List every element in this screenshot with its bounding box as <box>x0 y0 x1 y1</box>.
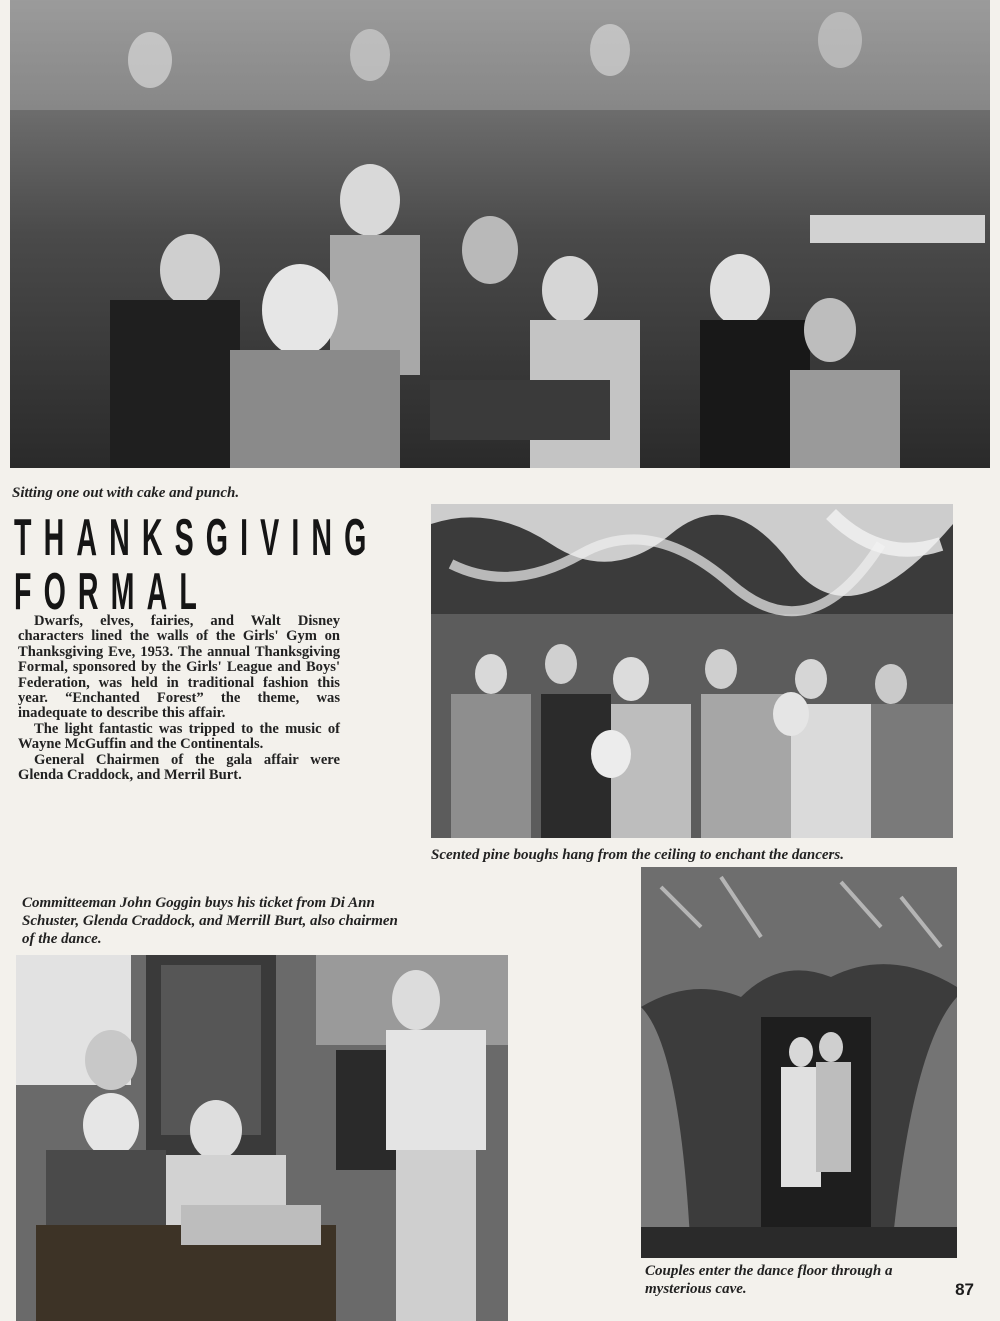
photo-ticket-purchase-image <box>16 955 508 1321</box>
page-number: 87 <box>955 1280 974 1299</box>
page-title-line-2: FORMAL <box>14 563 209 621</box>
caption-sitting-out: Sitting one out with cake and punch. <box>12 485 240 501</box>
caption-cave: Couples enter the dance floor through a mysterious cave. <box>645 1263 893 1297</box>
page-title-line-1: THANKSGIVING <box>14 509 379 567</box>
article-paragraph: General Chairmen of the gala affair were Glenda Craddock, and Merril Burt. <box>18 751 340 784</box>
article-paragraph: The light fantastic was tripped to the music of Wayne McGuffin and the Continentals. <box>18 720 340 753</box>
photo-sitting-out-image <box>10 0 990 468</box>
photo-dancers-image <box>431 504 953 838</box>
photo-sitting-out <box>10 0 990 468</box>
photo-cave-entrance <box>641 867 957 1258</box>
article-body <box>18 614 340 783</box>
caption-dancers: Scented pine boughs hang from the ceiling to enchant the dancers. <box>431 847 844 863</box>
photo-cave-entrance-image <box>641 867 957 1258</box>
photo-dancers <box>431 504 953 838</box>
photo-ticket-purchase <box>16 955 508 1321</box>
caption-ticket: Committeeman John Goggin buys his ticket from Di Ann Schuster, Glenda Craddock, and Merrill Burt, also chairmen of the dance. <box>22 895 398 947</box>
article-paragraph: Dwarfs, elves, fairies, and Walt Disney characters lined the walls of the Girls' Gym on Thanksgiving Eve, 1953. The annual Thanksgiving Formal, sponsored by the Girls' League and Boys' Federation, was held in traditional fashion this year. “Enchanted Forest” the theme, was inadequate to describe this affair. <box>18 613 340 722</box>
